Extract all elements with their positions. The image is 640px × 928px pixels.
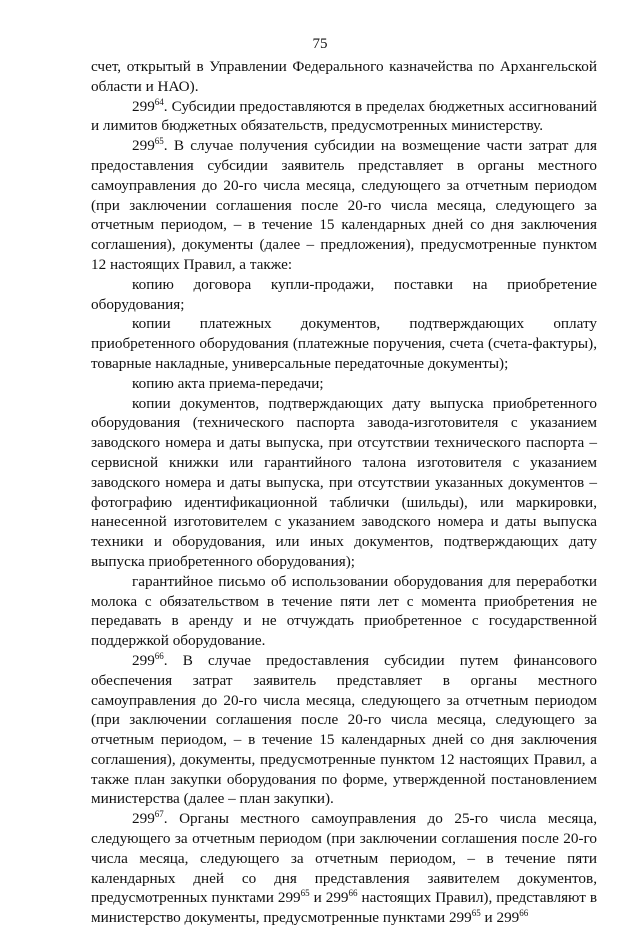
- clause-superscript: 65: [300, 888, 310, 899]
- paragraph-299-64: [91, 97, 597, 137]
- paragraph-text: . В случае получения субсидии на возмещение части затрат для предоставления субсидии заявитель представляет в органы местного самоуправления до 20-го числа месяца, следующего за отчетным периодом (при заключении соглашения после 20-го числа месяца, следующего за отчетным периодом, – в течение 15 календарных дней со дня заключения соглашения), документы (далее – предложения), предусмотренные пунктом 12 настоящих Правил, а также:: [91, 137, 597, 273]
- clause-number: 299: [132, 137, 155, 155]
- paragraph-text: копии документов, подтверждающих дату выпуска приобретенного оборудования (технического паспорта завода-изготовителя с указанием заводского номера и даты выпуска, при отсутствии технического паспорта – сервисной книжки или гарантийного талона изготовителя с указанием заводского номера и даты выпуска, при отсутствии указанных документов – фотографию идентификационной таблички (шильды), или маркировки, нанесенной изготовителем с указанием заводского номера и даты выпуска техники и оборудования, или иных документов, подтверждающих дату выпуска приобретенного оборудования);: [91, 394, 597, 570]
- paragraph-text: копию акта приема-передачи;: [132, 374, 324, 392]
- list-item-payment-docs: [91, 314, 597, 373]
- clause-superscript: 66: [348, 888, 358, 899]
- paragraph-text: . В случае предоставления субсидии путем финансового обеспечения затрат заявитель представляет в органы местного самоуправления до 20-го числа месяца, следующего за отчетным периодом (при заключении соглашения после 20-го числа месяца, следующего за отчетным периодом, – в течение 15 календарных дней со дня заключения соглашения), документы, предусмотренные пунктом 12 настоящих Правил, а также план закупки оборудования по форме, утвержденной постановлением министерства (далее – план закупки).: [91, 651, 597, 808]
- clause-superscript: 66: [154, 650, 164, 661]
- clause-superscript: 65: [154, 136, 164, 147]
- clause-number: 299: [132, 97, 155, 115]
- clause-superscript: 67: [154, 809, 164, 820]
- clause-reference: 299: [325, 889, 349, 907]
- paragraph-text: . Органы местного самоуправления до 25-го числа месяца, следующего за отчетным периодом (при заключении соглашения после 20-го числа месяца, следующего за отчетным периодом, – в течение пяти календарных дней со дня представления заявителем документов, предусмотренных пунктами: [91, 810, 597, 907]
- paragraph-continuation: [91, 57, 597, 97]
- paragraph-text: и: [480, 909, 497, 927]
- clause-number: 299: [132, 651, 155, 669]
- list-item-contract-copy: [91, 275, 597, 315]
- list-item-guarantee-letter: [91, 572, 597, 651]
- paragraph-text: и: [309, 889, 326, 907]
- paragraph-299-65: [91, 136, 597, 275]
- clause-superscript: 64: [154, 96, 164, 107]
- document-body: [91, 57, 597, 928]
- clause-number: 299: [132, 810, 155, 828]
- paragraph-text: . Субсидии предоставляются в пределах бюджетных ассигнований и лимитов бюджетных обязательств, предусмотренных министерству.: [91, 97, 597, 135]
- paragraph-text: гарантийное письмо об использовании оборудования для переработки молока с обязательством в течение пяти лет с момента приобретения не передавать в аренду и не отчуждать приобретенное с государственной поддержкой оборудование.: [91, 572, 597, 650]
- paragraph-299-66: [91, 651, 597, 809]
- clause-reference: 299: [448, 909, 472, 927]
- clause-superscript: 66: [519, 908, 529, 919]
- paragraph-text: настоящих Правил), представляют в министерство документы, предусмотренные пунктами: [91, 889, 597, 927]
- clause-reference: 299: [496, 909, 520, 927]
- paragraph-299-67: [91, 809, 597, 928]
- clause-reference: 299: [277, 889, 301, 907]
- paragraph-text: копии платежных документов, подтверждающих оплату приобретенного оборудования (платежные поручения, счета (счета-фактуры), товарные накладные, универсальные передаточные документы);: [91, 315, 597, 372]
- list-item-acceptance-act: [91, 374, 597, 394]
- paragraph-text: копию договора купли-продажи, поставки на приобретение оборудования;: [91, 275, 597, 313]
- clause-superscript: 65: [471, 908, 481, 919]
- list-item-release-date-docs: [91, 394, 597, 572]
- page-number: 75: [312, 36, 328, 52]
- paragraph-text: счет, открытый в Управлении Федерального казначейства по Архангельской области и НАО).: [91, 58, 597, 95]
